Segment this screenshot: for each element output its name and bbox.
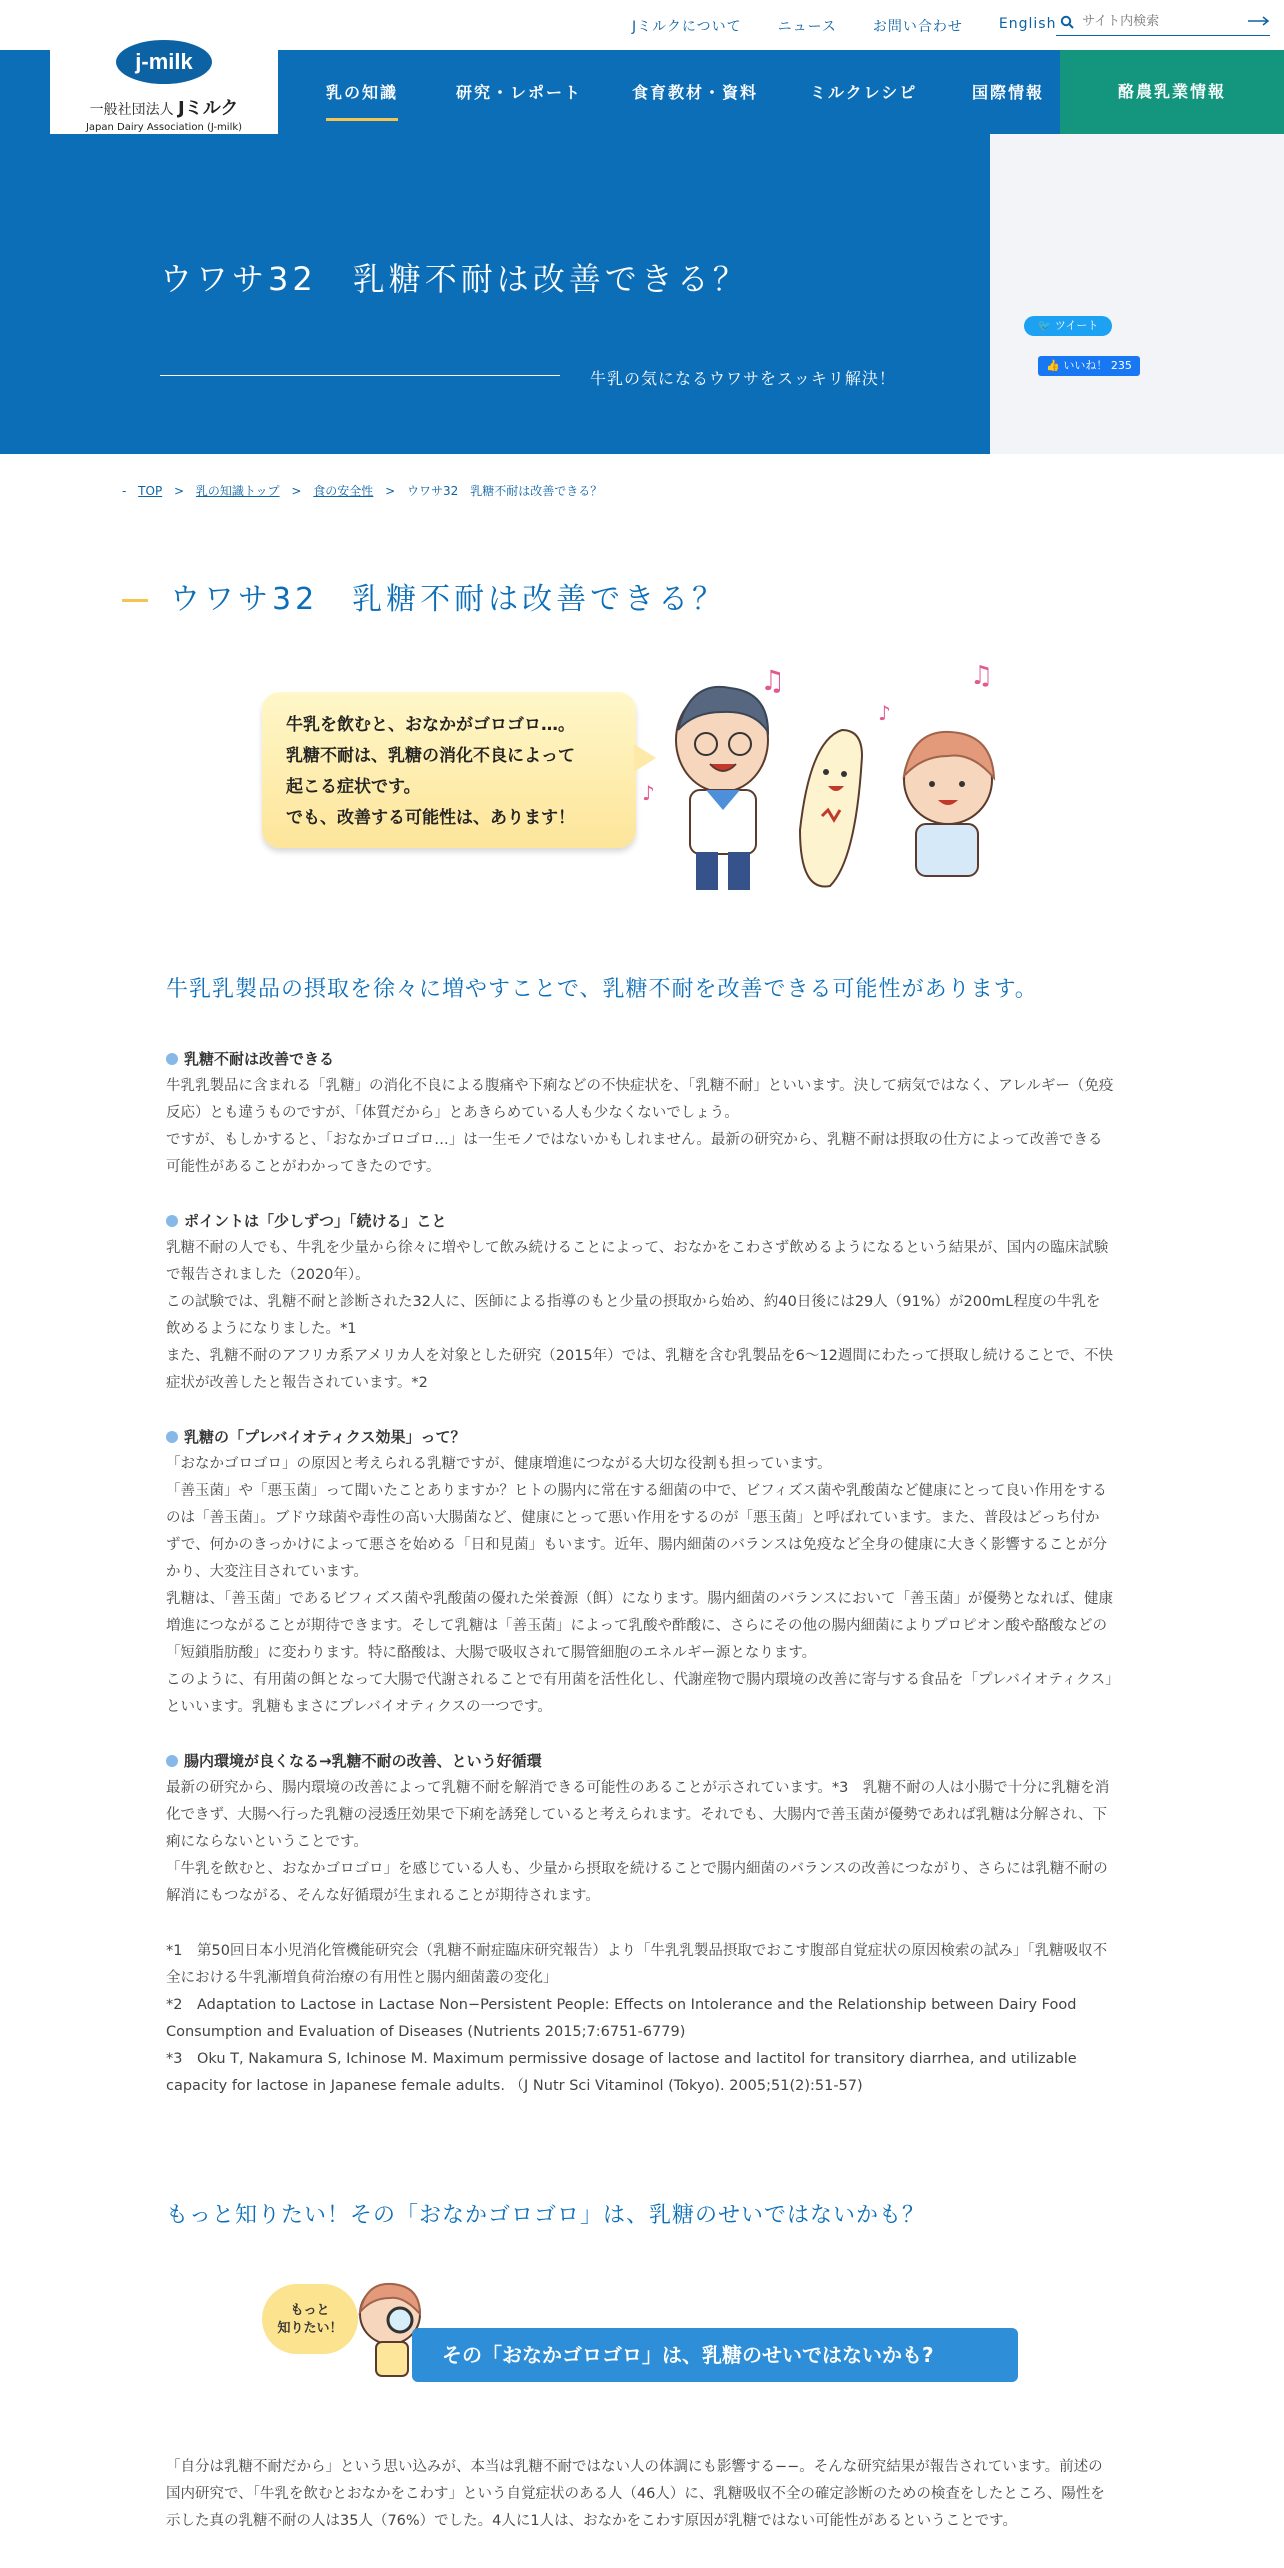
hero-divider bbox=[160, 375, 560, 376]
section-point bbox=[166, 1208, 1114, 1397]
reference-item: *1 第50回日本小児消化管機能研究会（乳糖不耐症臨床研究報告）より「牛乳乳製品摂取でおこす腹部自覚症状の原因検索の試み」「乳糖吸収不全における牛乳漸増負荷治療の有用性と腸内細菌叢の変化」 bbox=[166, 1943, 1108, 1986]
bubble-line: でも、改善する可能性は、あります！ bbox=[286, 808, 575, 828]
more-paragraph: 「自分は乳糖不耐だから」という思い込みが、本当は乳糖不耐ではない人の体調にも影響する−−。そんな研究結果が報告されています。前述の国内研究で、「牛乳を飲むとおなかをこわす」という自覚症状のある人（46人）に、乳糖吸収不全の確定診断のための検査をしたところ、陽性を示した真の乳糖不耐の人は35人（76%）でした。4人に1人は、おなかをこわす原因が乳糖ではない可能性があるということです。 bbox=[166, 2459, 1105, 2529]
section-paragraph: 乳糖不耐の人でも、牛乳を少量から徐々に増やして飲み続けることによって、おなかをこわさず飲めるようになるという結果が、国内の臨床試験で報告されました（2020年）。 bbox=[166, 1240, 1109, 1283]
more-banner[interactable] bbox=[262, 2276, 1020, 2386]
more-badge: もっと 知りたい！ bbox=[262, 2284, 358, 2354]
bullet-dot-icon bbox=[166, 1215, 178, 1227]
hero-title: ウワサ32 乳糖不耐は改善できる？ bbox=[160, 260, 749, 298]
bullet-dot-icon bbox=[166, 1053, 178, 1065]
section-heading: 乳糖の「プレバイオティクス効果」って？ bbox=[166, 1424, 1114, 1451]
breadcrumb-safety[interactable]: 食の安全性 bbox=[313, 484, 374, 498]
site-search bbox=[1056, 8, 1270, 36]
reference-item: *3 Oku T, Nakamura S, Ichinose M. Maximum permissive dosage of lactose and lactitol for transitory diarrhea, and utilizable capacity for lactose in Japanese female adults. （J Nutr Sci Vitaminol (Tokyo). 2005;51(2):51-57) bbox=[166, 2051, 1077, 2094]
search-icon bbox=[1060, 15, 1074, 29]
section-paragraph: この試験では、乳糖不耐と診断された32人に、医師による指導のもと少量の摂取から始め、約40日後には29人（91%）が200mL程度の牛乳を飲めるようになりました。*1 bbox=[166, 1294, 1101, 1337]
search-submit-arrow-icon[interactable] bbox=[1248, 16, 1270, 26]
dairy-info-button[interactable]: 酪農乳業情報 bbox=[1060, 50, 1284, 134]
section-heading: ポイントは「少しずつ」「続ける」こと bbox=[166, 1208, 1114, 1235]
more-banner-link[interactable]: その「おなかゴロゴロ」は、乳糖のせいではないかも? bbox=[412, 2328, 1018, 2382]
main-nav-materials[interactable]: 食育教材・資料 bbox=[632, 83, 759, 102]
section-paragraph: 乳糖は、「善玉菌」であるビフィズス菌や乳酸菌の優れた栄養源（餌）になります。腸内細菌のバランスにおいて「善玉菌」が優勢となれば、健康増進につながることが期待できます。そして乳糖は「善玉菌」によって乳酸や酢酸に、さらにその他の腸内細菌によりプロピオン酸や酪酸などの「短鎖脂肪酸」に変わります。特に酪酸は、大腸で吸収されて腸管細胞のエネルギー源となります。 bbox=[166, 1591, 1113, 1661]
section-improvable bbox=[166, 1046, 1114, 1181]
bubble-line: 起こる症状です。 bbox=[286, 777, 421, 797]
svg-text:♪: ♪ bbox=[642, 781, 655, 805]
section-heading: 乳糖不耐は改善できる bbox=[166, 1046, 1114, 1073]
section-cycle bbox=[166, 1748, 1114, 1910]
section-prebiotics bbox=[166, 1424, 1114, 1721]
bubble-line: 牛乳を飲むと、おなかがゴロゴロ…。 bbox=[286, 715, 575, 735]
section-paragraph: 最新の研究から、腸内環境の改善によって乳糖不耐を解消できる可能性のあることが示されています。*3 乳糖不耐の人は小腸で十分に乳糖を消化できず、大腸へ行った乳糖の浸透圧効果で下痢を誘発していると考えられます。それでも、大腸内で善玉菌が優勢であれば乳糖は分解され、下痢にならないということです。 bbox=[166, 1780, 1110, 1850]
logo-org-en: Japan Dairy Association (J-milk) bbox=[85, 122, 243, 133]
section-paragraph: 「善玉菌」や「悪玉菌」って聞いたことありますか？ヒトの腸内に常在する細菌の中で、ビフィズス菌や乳酸菌など健康にとって良い作用をするのは「善玉菌」。ブドウ球菌や毒性の高い大腸菌など、健康にとって悪い作用をするのが「悪玉菌」と呼ばれています。また、普段はどっち付かずで、何かのきっかけによって悪さを始める「日和見菌」もいます。近年、腸内細菌のバランスは免疫など全身の健康に大きく影響することが分かり、大変注目されています。 bbox=[166, 1483, 1108, 1580]
hero-subtitle: 牛乳の気になるウワサをスッキリ解決！ bbox=[590, 369, 896, 388]
references bbox=[166, 1938, 1114, 2100]
breadcrumb-current: ウワサ32 乳糖不耐は改善できる？ bbox=[407, 484, 603, 498]
svg-text:♫: ♫ bbox=[970, 661, 994, 691]
breadcrumb: - TOP > 乳の知識トップ > 食の安全性 > ウワサ32 乳糖不耐は改善できる？ bbox=[122, 484, 603, 498]
reference-item: *2 Adaptation to Lactose in Lactase Non−Persistent People: Effects on Intolerance and the Relationship between Dairy Food Consumption and Evaluation of Diseases (Nutrients 2015;7:6751-6779) bbox=[166, 1997, 1077, 2040]
nav-contact[interactable]: お問い合わせ bbox=[872, 19, 963, 35]
more-heading: もっと知りたい！その「おなかゴロゴロ」は、乳糖のせいではないかも？ bbox=[166, 2203, 926, 2228]
nav-news[interactable]: ニュース bbox=[777, 19, 837, 35]
section-paragraph: 「牛乳を飲むと、おなかゴロゴロ」を感じている人も、少量から摂取を続けることで腸内細菌のバランスの改善につながり、さらには乳糖不耐の解消にもつながる、そんな好循環が生まれることが期待されます。 bbox=[166, 1861, 1108, 1904]
nav-english[interactable]: English bbox=[998, 16, 1057, 32]
bullet-dot-icon bbox=[166, 1431, 178, 1443]
breadcrumb-knowledge[interactable]: 乳の知識トップ bbox=[195, 484, 280, 498]
main-nav-international[interactable]: 国際情報 bbox=[972, 83, 1045, 102]
j-milk-logo-mark: j-milk bbox=[116, 40, 212, 84]
main-nav-knowledge[interactable]: 乳の知識 bbox=[326, 80, 398, 103]
section-heading: 腸内環境が良くなる→乳糖不耐の改善、という好循環 bbox=[166, 1748, 1114, 1775]
characters-illustration bbox=[642, 660, 1030, 900]
section-paragraph: 「おなかゴロゴロ」の原因と考えられる乳糖ですが、健康増進につながる大切な役割も担っています。 bbox=[166, 1456, 832, 1472]
hero-banner bbox=[0, 134, 990, 454]
title-accent-dash bbox=[122, 599, 148, 602]
search-input[interactable] bbox=[1082, 14, 1232, 29]
page-title: ウワサ32 乳糖不耐は改善できる？ bbox=[122, 574, 726, 618]
bubble-line: 乳糖不耐は、乳糖の消化不良によって bbox=[286, 746, 575, 766]
main-nav-research[interactable]: 研究・レポート bbox=[456, 83, 583, 102]
section-paragraph: また、乳糖不耐のアフリカ系アメリカ人を対象とした研究（2015年）では、乳糖を含む乳製品を6〜12週間にわたって摂取し続けることで、不快症状が改善したと報告されています。*2 bbox=[166, 1348, 1114, 1391]
nav-about[interactable]: Jミルクについて bbox=[632, 19, 742, 35]
lead-heading: 牛乳乳製品の摂取を徐々に増やすことで、乳糖不耐を改善できる可能性があります。 bbox=[166, 977, 1038, 1002]
section-paragraph: このように、有用菌の餌となって大腸で代謝されることで有用菌を活性化し、代謝産物で腸内環境の改善に寄与する食品を「プレバイオティクス」といいます。乳糖もまさにプレバイオティクスの一つです。 bbox=[166, 1672, 1113, 1715]
svg-text:♫: ♫ bbox=[760, 664, 786, 697]
utility-nav bbox=[632, 16, 1092, 36]
speech-bubble bbox=[262, 692, 636, 848]
section-paragraph: 牛乳乳製品に含まれる「乳糖」の消化不良による腹痛や下痢などの不快症状を、「乳糖不耐」といいます。決して病気ではなく、アレルギー（免疫反応）とも違うものですが、「体質だから」とあきらめている人も少なくないでしょう。 bbox=[166, 1078, 1114, 1121]
main-nav-recipe[interactable]: ミルクレシピ bbox=[810, 83, 918, 102]
breadcrumb-top[interactable]: TOP bbox=[138, 484, 163, 498]
logo-org-name: 一般社団法人 Jミルク bbox=[89, 98, 239, 119]
svg-text:♪: ♪ bbox=[878, 701, 891, 725]
tweet-button[interactable]: 🐦 ツイート bbox=[1024, 316, 1112, 336]
bullet-dot-icon bbox=[166, 1755, 178, 1767]
like-button[interactable]: 👍 いいね！ 235 bbox=[1038, 356, 1140, 376]
section-paragraph: ですが、もしかすると、「おなかゴロゴロ…」は一生モノではないかもしれません。最新の研究から、乳糖不耐は摂取の仕方によって改善できる可能性があることがわかってきたのです。 bbox=[166, 1132, 1103, 1175]
hero-side-panel bbox=[990, 134, 1284, 454]
